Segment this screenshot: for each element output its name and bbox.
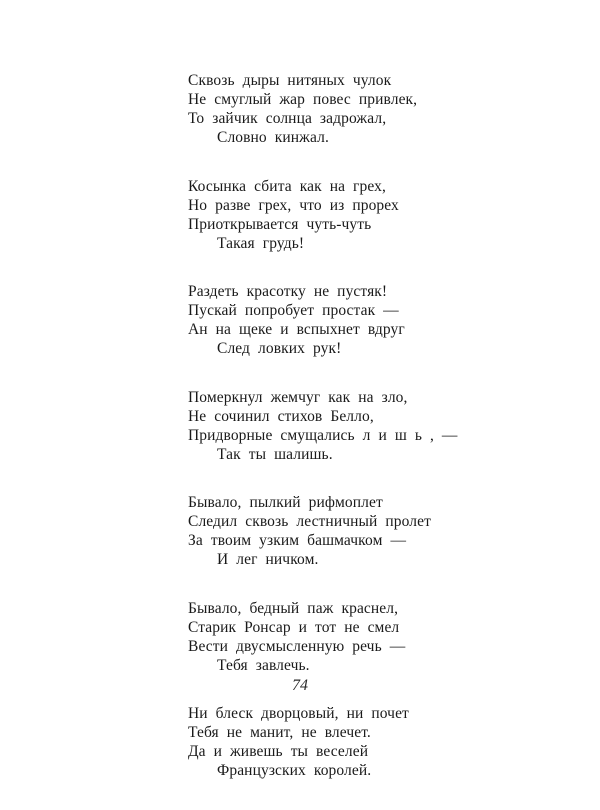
poem-line-refrain: Такая грудь!: [217, 234, 305, 252]
poem-line: Бывало, бедный паж краснел,: [188, 599, 399, 617]
stanza-4: [188, 388, 458, 464]
poem-line: Но разве грех, что из прорех: [188, 196, 399, 214]
stanza-1: [188, 71, 458, 147]
poem-line-refrain: И лег ничком.: [217, 551, 319, 568]
poem-line-refrain: Тебя завлечь.: [217, 656, 310, 674]
poem-line: Косынка сбита как на грех,: [188, 177, 386, 195]
poem-line: Не смуглый жар повес привлек,: [188, 91, 418, 108]
poem-line: Померкнул жемчуг как на зло,: [188, 388, 408, 406]
poem-line: Сквозь дыры нитяных чулок: [188, 72, 392, 89]
poem-line: За твоим узким башмачком —: [188, 532, 407, 549]
poem-line-refrain: Словно кинжал.: [217, 129, 329, 146]
poem-line: Старик Ронсар и тот не смел: [188, 618, 400, 636]
poem: [188, 71, 458, 810]
poem-line: То зайчик солнца задрожал,: [188, 110, 387, 127]
poem-line: Не сочинил стихов Белло,: [188, 407, 374, 425]
stanza-5: [188, 493, 458, 569]
poem-line: Пускай попробует простак —: [188, 302, 399, 319]
poem-line: Бывало, пылкий рифмоплет: [188, 494, 383, 511]
poem-line-refrain: След ловких рук!: [217, 340, 342, 357]
poem-line: Придворные смущались л и ш ь , —: [188, 426, 458, 444]
stanza-3: [188, 282, 458, 358]
stanza-6: [188, 599, 458, 675]
poem-line: Раздеть красотку не пустяк!: [188, 283, 388, 300]
page-number: 74: [292, 677, 308, 694]
poem-line: Тебя не манит, не влечет.: [188, 724, 371, 741]
stanza-7: [188, 704, 458, 780]
stanza-2: [188, 177, 458, 253]
poem-line: Вести двусмысленную речь —: [188, 637, 406, 655]
poem-line: Приоткрывается чуть-чуть: [188, 215, 372, 233]
poem-line-refrain: Французских королей.: [217, 762, 372, 779]
poem-line: Следил сквозь лестничный пролет: [188, 513, 431, 530]
poem-line-refrain: Так ты шалишь.: [217, 445, 333, 463]
poem-line: Да и живешь ты веселей: [188, 743, 369, 760]
poem-line: Ни блеск дворцовый, ни почет: [188, 705, 409, 722]
poem-line: Ан на щеке и вспыхнет вдруг: [188, 321, 405, 338]
